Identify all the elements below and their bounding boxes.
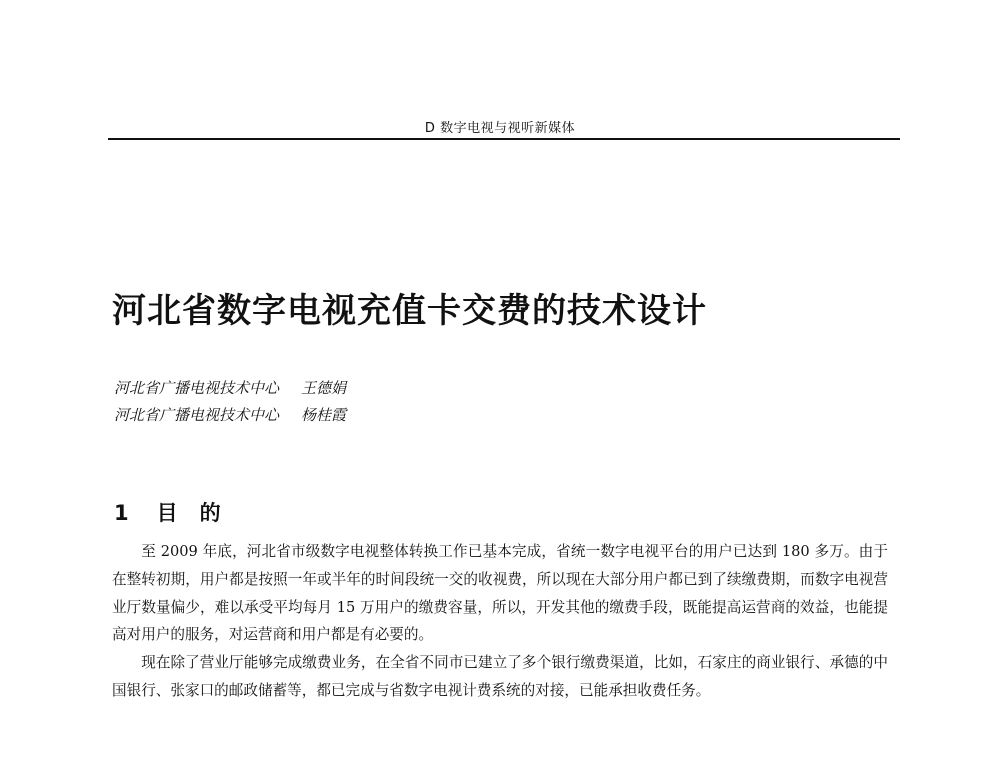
paragraph: 现在除了营业厅能够完成缴费业务，在全省不同市已建立了多个银行缴费渠道，比如，石家庄的商业银行、承德的中国银行、张家口的邮政储蓄等，都已完成与省数字电视计费系统的对接，已能承担收费任务。: [112, 654, 888, 699]
body-text: [112, 538, 888, 705]
author-line: [114, 377, 346, 398]
section-number: 1: [114, 501, 129, 525]
author-name: 杨桂霞: [301, 406, 347, 424]
paper-title: 河北省数字电视充值卡交费的技术设计: [112, 291, 707, 331]
running-header: D 数字电视与视听新媒体: [424, 121, 576, 136]
header-rule: [108, 138, 900, 140]
author-name: 王德娟: [301, 379, 347, 397]
author-line: [114, 404, 346, 425]
section-heading: [114, 497, 243, 527]
section-title: 目的: [156, 501, 243, 525]
paragraph: 至 2009 年底，河北省市级数字电视整体转换工作已基本完成，省统一数字电视平台的用户已达到 180 多万。由于在整转初期，用户都是按照一年或半年的时间段统一交的收视费，所以现在大部分用户都已到了续缴费期，而数字电视营业厅数量偏少，难以承受平均每月 15 万用户的缴费容量，所以，开发其他的缴费手段，既能提高运营商的效益，也能提高对用户的服务，对运营商和用户都是有必要的。: [112, 543, 888, 644]
author-affiliation: 河北省广播电视技术中心: [114, 406, 280, 424]
author-affiliation: 河北省广播电视技术中心: [114, 379, 280, 397]
